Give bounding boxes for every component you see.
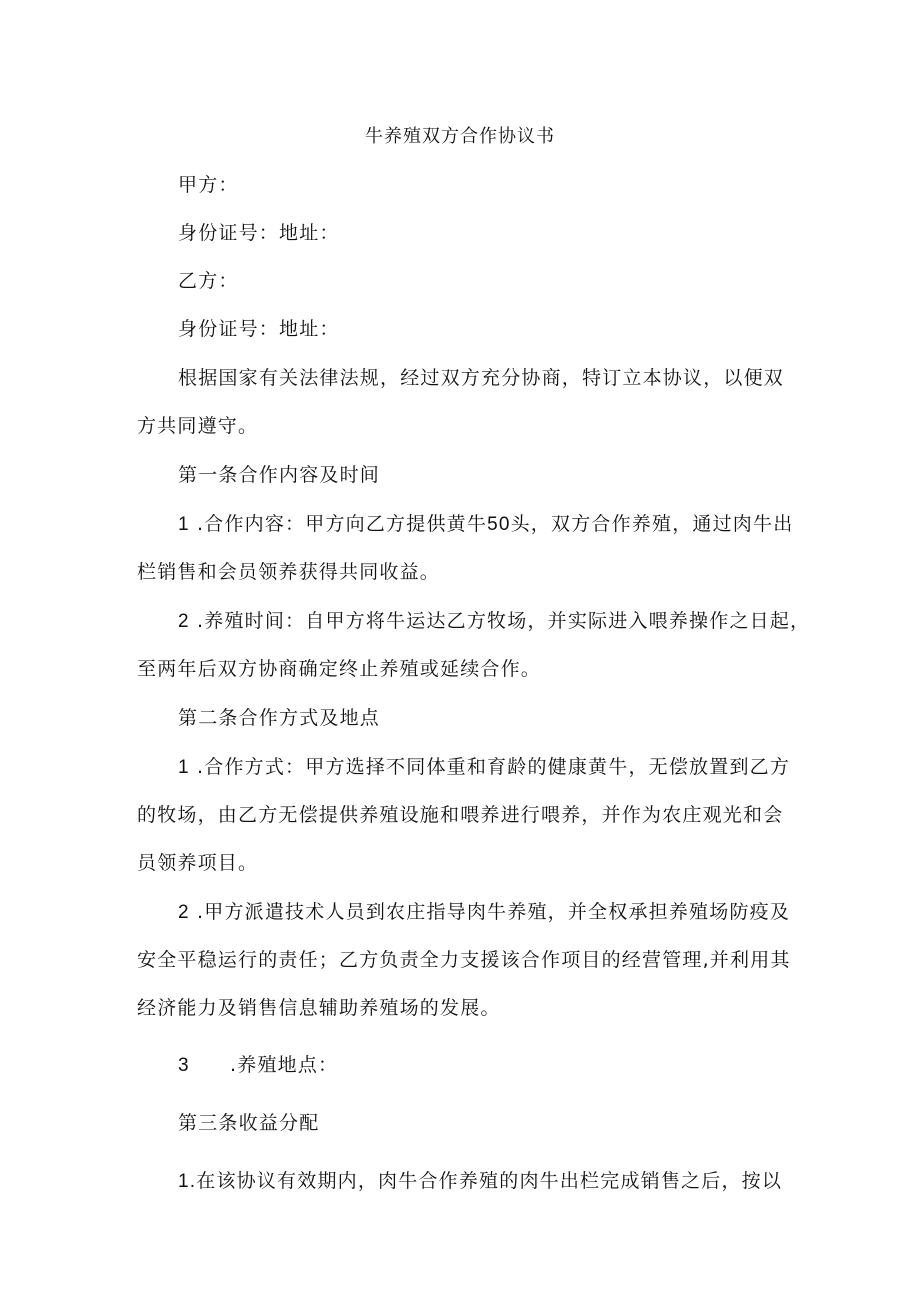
item-number: 1 [178, 757, 190, 778]
item-text: .养殖地点： [230, 1054, 339, 1076]
article-1-heading: 第一条合作内容及时间 [178, 464, 381, 486]
article-3-heading: 第三条收益分配 [178, 1112, 320, 1134]
item-text: .合作内容：甲方向乙方提供黄牛 [189, 513, 488, 535]
preamble-line-2: 方共同遵守。 [137, 415, 259, 437]
article-2-item-1-line-1 [178, 752, 790, 779]
article-2-heading: 第二条合作方式及地点 [178, 707, 381, 729]
item-text: 在该协议有效期内，肉牛合作养殖的肉牛出栏完成销售之后，按以 [196, 1170, 783, 1192]
item-number: 1 [178, 514, 190, 535]
party-b-id-address: 身份证号：地址： [178, 318, 340, 340]
article-1-item-1-line-1 [178, 509, 793, 536]
article-2-item-1-line-2: 的牧场，由乙方无偿提供养殖设施和喂养进行喂养，并作为农庄观光和会 [137, 804, 784, 826]
item-text: .甲方派遣技术人员到农庄指导肉牛养殖，并全权承担养殖场防疫及 [189, 901, 791, 923]
article-2-item-2-line-1 [178, 897, 790, 924]
article-1-item-2-line-2: 至两年后双方协商确定终止养殖或延续合作。 [137, 658, 542, 680]
article-1-item-2-line-1 [178, 606, 810, 633]
cattle-quantity: 50 [487, 514, 511, 535]
item-number: 2 [178, 902, 190, 923]
item-number: 1. [178, 1171, 197, 1192]
article-2-item-2-line-3: 经济能力及销售信息辅助养殖场的发展。 [137, 997, 501, 1019]
item-text: .养殖时间：自甲方将牛运达乙方牧场，并实际进入喂养操作之日起， [189, 610, 811, 632]
preamble-line-1: 根据国家有关法律法规，经过双方充分协商，特订立本协议，以便双 [178, 367, 785, 389]
party-a-id-address: 身份证号：地址： [178, 222, 340, 244]
document-title: 牛养殖双方合作协议书 [365, 126, 555, 147]
article-2-item-2-line-2: 安全平稳运行的责任；乙方负责全力支援该合作项目的经营管理,并利用其 [137, 949, 791, 971]
article-2-item-1-line-3: 员领养项目。 [137, 852, 259, 874]
article-2-item-3 [178, 1050, 338, 1077]
item-text: .合作方式：甲方选择不同体重和育龄的健康黄牛，无偿放置到乙方 [189, 756, 791, 778]
item-number: 2 [178, 611, 190, 632]
item-number: 3 [178, 1055, 190, 1076]
item-text-cont: 头，双方合作养殖，通过肉牛出 [510, 513, 794, 535]
article-1-item-1-line-2: 栏销售和会员领养获得共同收益。 [137, 561, 441, 583]
party-b-label: 乙方： [178, 270, 239, 292]
party-a-label: 甲方： [178, 174, 239, 196]
article-3-item-1-line-1 [178, 1166, 782, 1193]
